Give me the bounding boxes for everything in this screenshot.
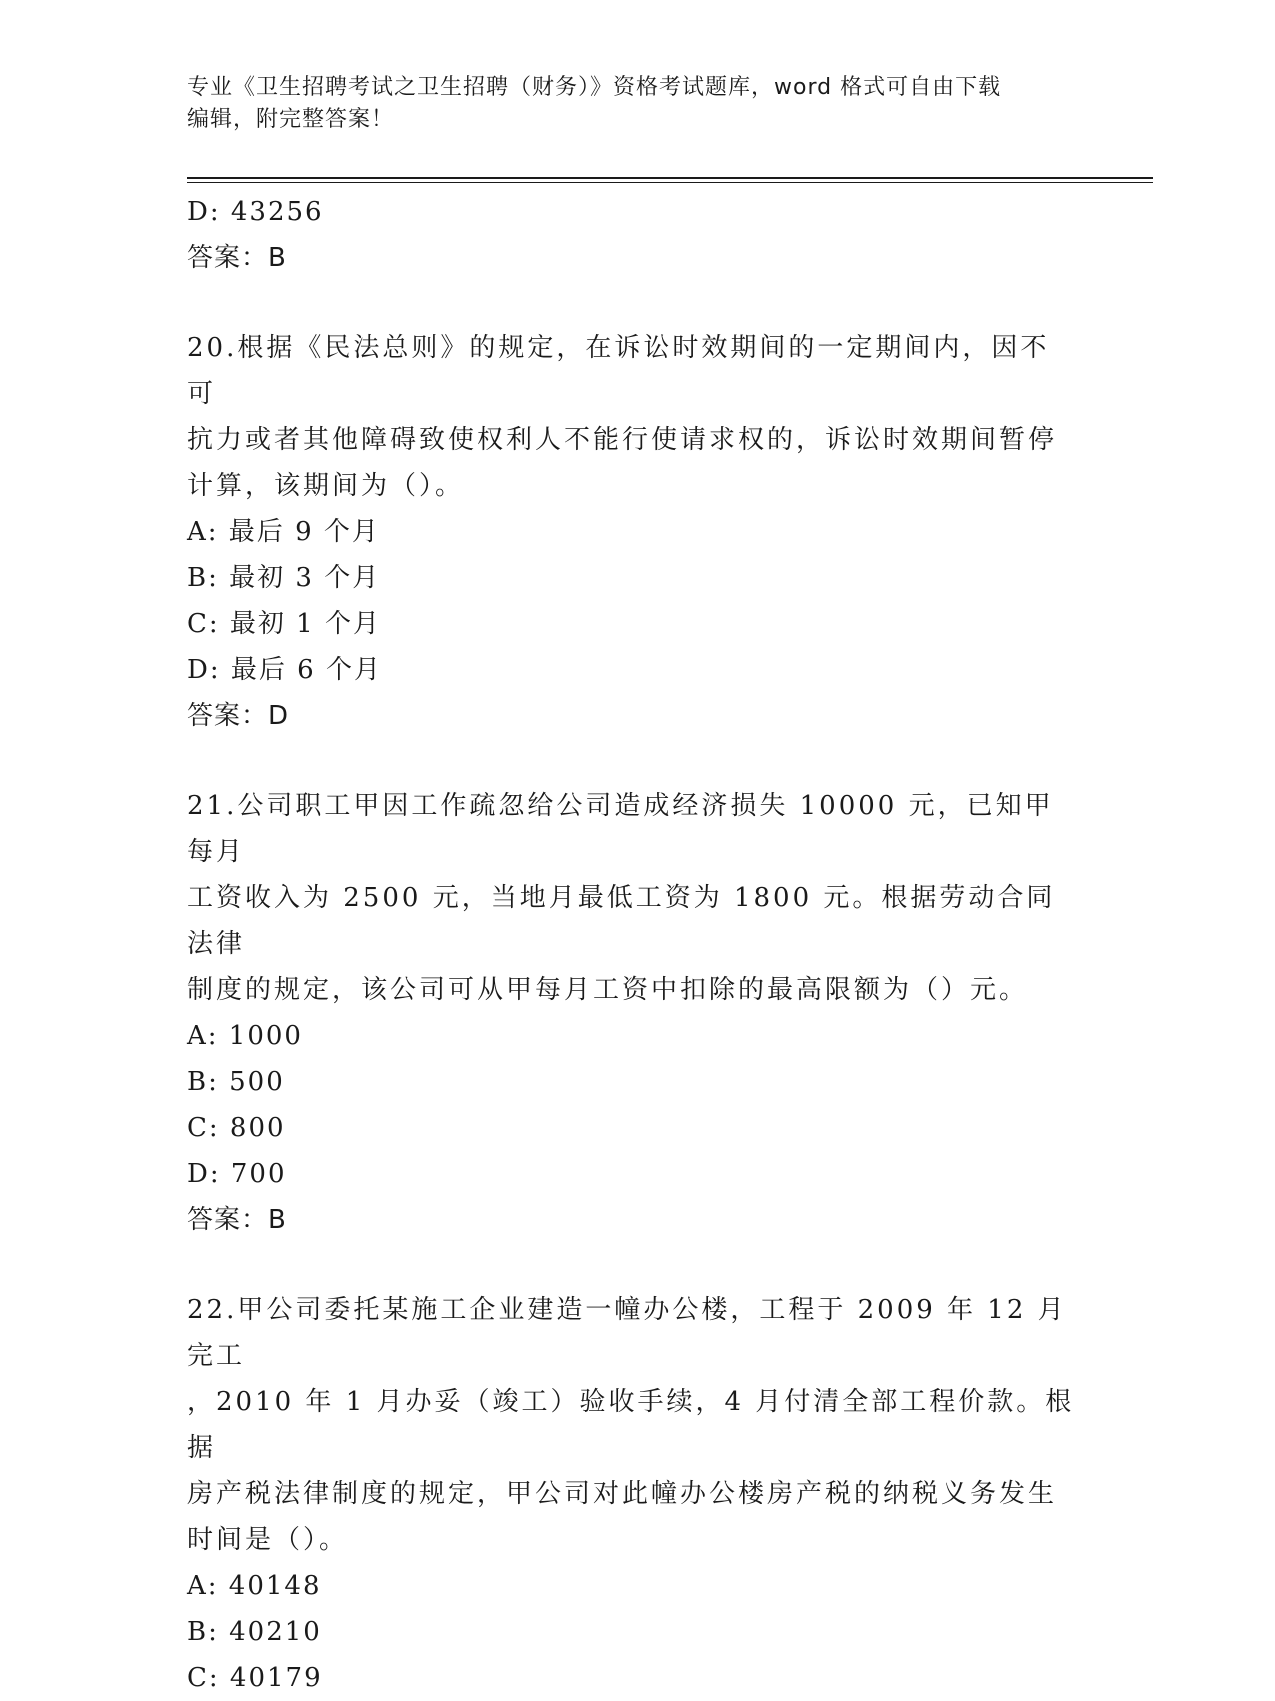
header-line-1: 专业《卫生招聘考试之卫生招聘（财务）》资格考试题库，word 格式可自由下载 bbox=[187, 75, 1002, 100]
question-line: 房产税法律制度的规定，甲公司对此幢办公楼房产税的纳税义务发生 bbox=[187, 1479, 1058, 1509]
option-c: C: 最初 1 个月 bbox=[187, 609, 381, 639]
option-b: B: 500 bbox=[187, 1067, 285, 1097]
question-line: 时间是（）。 bbox=[187, 1525, 349, 1555]
question-stem bbox=[187, 325, 1077, 509]
option-c: C: 40179 bbox=[187, 1663, 323, 1693]
question-21 bbox=[187, 783, 1077, 1243]
option-d: D: 700 bbox=[187, 1159, 287, 1189]
question-line: 抗力或者其他障碍致使权利人不能行使请求权的，诉讼时效期间暂停 bbox=[187, 425, 1058, 455]
question-line: 工资收入为 2500 元，当地月最低工资为 1800 元。根据劳动合同法律 bbox=[187, 883, 1056, 959]
question-line: 21.公司职工甲因工作疏忽给公司造成经济损失 10000 元，已知甲每月 bbox=[187, 791, 1054, 867]
question-20 bbox=[187, 325, 1077, 739]
question-line: 20.根据《民法总则》的规定，在诉讼时效期间的一定期间内，因不可 bbox=[187, 333, 1050, 409]
prev-question bbox=[187, 189, 1077, 281]
option-b: B: 40210 bbox=[187, 1617, 322, 1647]
answer-line: 答案：B bbox=[187, 243, 287, 273]
option-d: D: 43256 bbox=[187, 197, 324, 227]
question-line: ，2010 年 1 月办妥（竣工）验收手续，4 月付清全部工程价款。根据 bbox=[187, 1387, 1075, 1463]
option-a: A: 1000 bbox=[187, 1021, 303, 1051]
header-line-2: 编辑，附完整答案！ bbox=[187, 107, 395, 132]
question-line: 22.甲公司委托某施工企业建造一幢办公楼，工程于 2009 年 12 月完工 bbox=[187, 1295, 1067, 1371]
option-a: A: 最后 9 个月 bbox=[187, 517, 380, 547]
header-divider-thin bbox=[187, 182, 1153, 183]
option-b: B: 最初 3 个月 bbox=[187, 563, 381, 593]
option-c: C: 800 bbox=[187, 1113, 286, 1143]
answer-line: 答案：B bbox=[187, 1205, 287, 1235]
question-line: 计算，该期间为（）。 bbox=[187, 471, 465, 501]
question-stem bbox=[187, 1287, 1077, 1563]
answer-line: 答案：D bbox=[187, 701, 290, 731]
option-a: A: 40148 bbox=[187, 1571, 322, 1601]
document-body bbox=[187, 189, 1077, 1701]
question-22 bbox=[187, 1287, 1077, 1701]
header-divider-thick bbox=[187, 177, 1153, 179]
option-d: D: 最后 6 个月 bbox=[187, 655, 382, 685]
document-header bbox=[187, 72, 1067, 136]
question-stem bbox=[187, 783, 1077, 1013]
question-line: 制度的规定，该公司可从甲每月工资中扣除的最高限额为（）元。 bbox=[187, 975, 1029, 1005]
